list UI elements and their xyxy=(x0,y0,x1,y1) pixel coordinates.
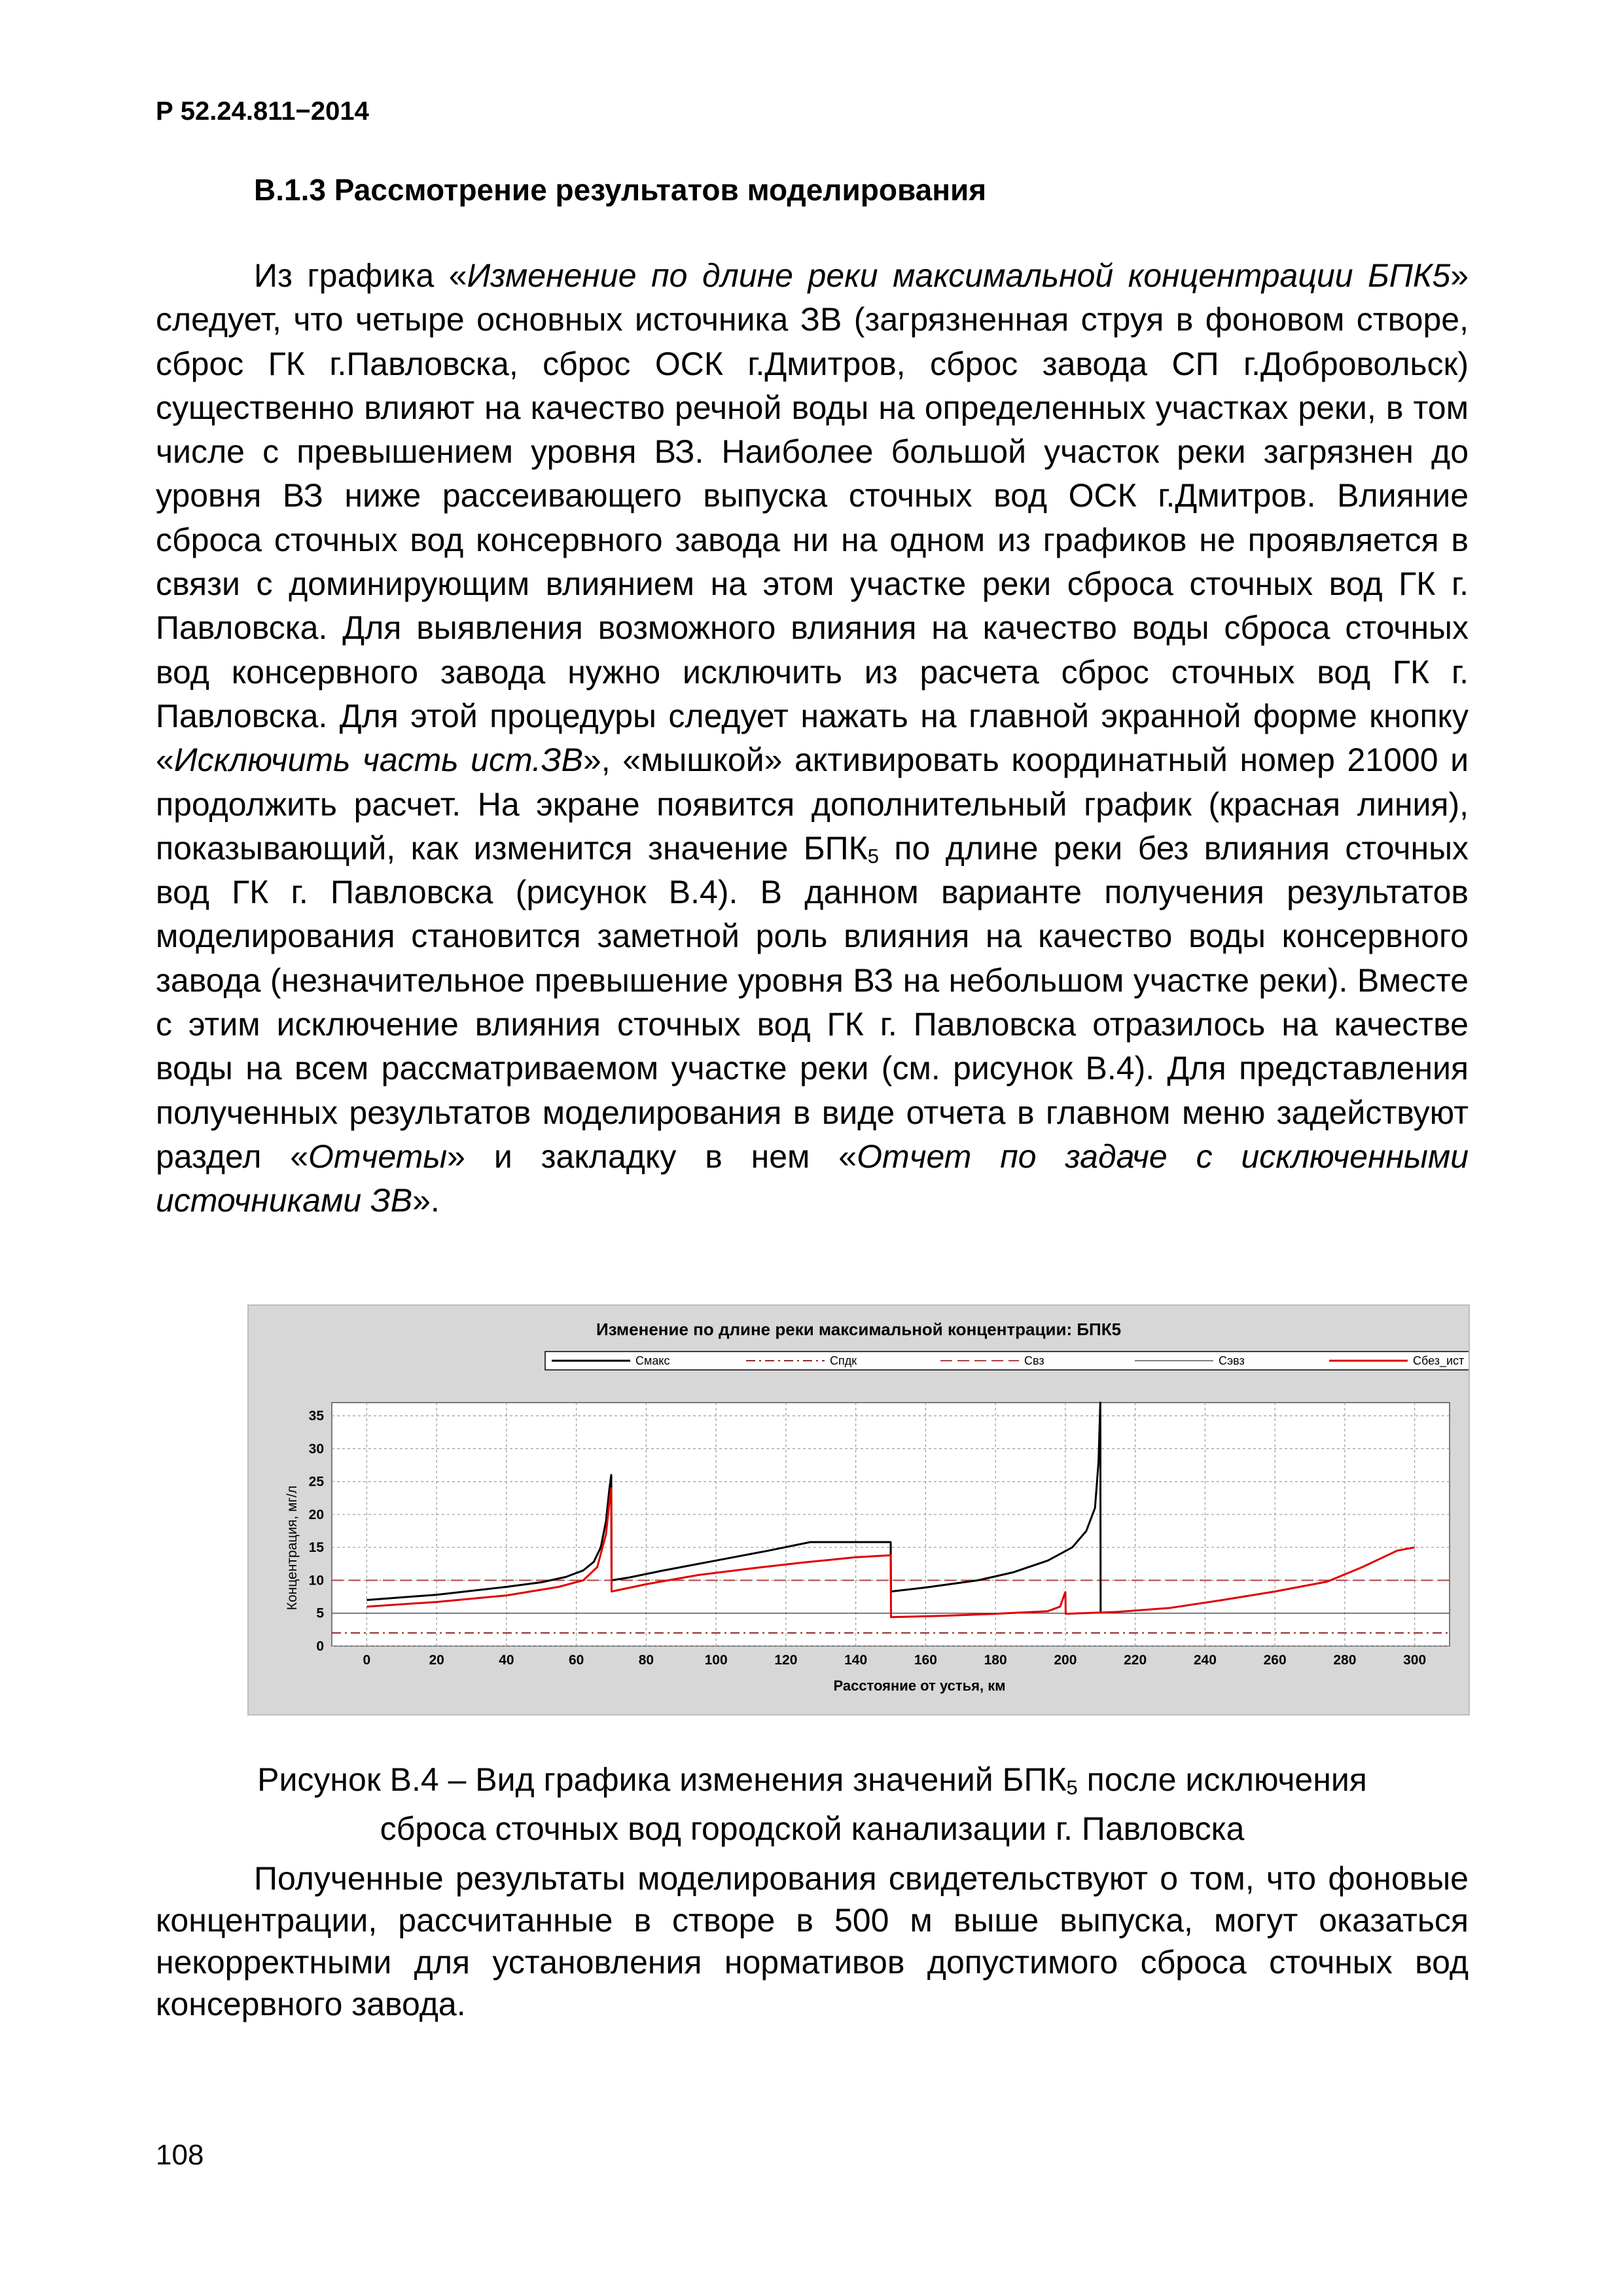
chart-legend xyxy=(545,1352,1469,1370)
chart-figure xyxy=(247,1304,1470,1715)
y-tick-label: 10 xyxy=(308,1573,324,1588)
paragraph-conclusion: Полученные результаты моделирования свидетельствуют о том, что фоновые концентрации, рассчитанные в створе в 500 м выше выпуска, могут оказаться некорректными для установления нормативов допустимого сброса сточных вод консервного завода. xyxy=(156,1860,1469,2022)
text-run: ». xyxy=(412,1182,440,1219)
section-title: В.1.3 Рассмотрение результатов моделирования xyxy=(254,173,987,207)
y-tick-label: 25 xyxy=(308,1474,324,1490)
x-tick-label: 200 xyxy=(1054,1653,1077,1668)
text-run: » следует, что четыре основных источника ЗВ (загрязненная струя в фоновом створе, сброс ГК г.Павловска, сброс ОСК г.Дмитров, сброс завода СП г.Добровольск) существенно влияют на качество речной воды на определенных участках реки, в том числе с превышением уровня ВЗ. Наиболее большой участок реки загрязнен до уровня ВЗ ниже рассеивающего выпуска сточных вод ОСК г.Дмитров. Влияние сброса сточных вод консервного завода ни на одном из графиков не проявляется в связи с доминирующим влиянием на этом участке реки сброса сточных вод ГК г. Павловска. Для выявления возможного влияния на качество воды сброса сточных вод консервного завода нужно исключить из расчета сброс сточных вод ГК г. Павловска. Для этой процедуры следует нажать на главной экранной форме кнопку « xyxy=(156,257,1469,779)
y-tick-label: 0 xyxy=(316,1639,324,1654)
x-tick-label: 80 xyxy=(638,1653,654,1668)
y-tick-label: 35 xyxy=(308,1408,324,1424)
menu-name-italic: Отчеты xyxy=(308,1138,448,1175)
text-run: » и закладку в нем « xyxy=(447,1138,857,1175)
subscript-5: 5 xyxy=(867,844,880,868)
legend-label: Свз xyxy=(1024,1354,1044,1367)
y-axis-label: Концентрация, мг/л xyxy=(285,1485,300,1611)
x-tick-label: 20 xyxy=(429,1653,444,1668)
page-number: 108 xyxy=(156,2139,204,2171)
legend-label: Смакс xyxy=(635,1354,670,1367)
x-axis-label: Расстояние от устья, км xyxy=(833,1677,1006,1694)
x-tick-label: 280 xyxy=(1333,1653,1357,1668)
caption-text: Рисунок В.4 – Вид графика изменения значений БПК xyxy=(257,1761,1067,1798)
x-tick-label: 160 xyxy=(914,1653,937,1668)
legend-label: Спдк xyxy=(830,1354,857,1367)
x-tick-label: 40 xyxy=(499,1653,514,1668)
figure-caption-line2: сброса сточных вод городской канализации г. Павловска xyxy=(380,1810,1245,1847)
plot-area xyxy=(309,1403,1450,1668)
x-tick-label: 60 xyxy=(568,1653,584,1668)
text-run: », «мышкой» активировать координатный номер 21000 и продолжить расчет. На экране появится дополнительный график (красная линия), показывающий, как изменится значение БПК xyxy=(156,742,1469,867)
text-run: Из графика « xyxy=(254,257,467,294)
x-tick-label: 240 xyxy=(1193,1653,1217,1668)
x-tick-label: 100 xyxy=(704,1653,728,1668)
x-tick-label: 0 xyxy=(363,1653,371,1668)
x-tick-label: 260 xyxy=(1263,1653,1287,1668)
figure-caption-line1 xyxy=(156,1761,1469,1799)
y-tick-label: 15 xyxy=(308,1540,324,1556)
x-tick-label: 220 xyxy=(1124,1653,1147,1668)
button-name-italic: Исключить часть ист.ЗВ xyxy=(173,742,583,779)
legend-label: Сбез_ист xyxy=(1413,1354,1465,1367)
chart-title: Изменение по длине реки максимальной концентрации: БПК5 xyxy=(596,1319,1122,1339)
legend-label: Сэвз xyxy=(1219,1354,1245,1367)
line-chart xyxy=(249,1306,1469,1714)
x-tick-label: 300 xyxy=(1403,1653,1427,1668)
x-tick-label: 120 xyxy=(774,1653,798,1668)
y-tick-label: 30 xyxy=(308,1441,324,1457)
y-tick-label: 20 xyxy=(308,1507,324,1522)
chart-name-italic: Изменение по длине реки максимальной концентрации БПК5 xyxy=(467,257,1451,294)
text-run: по длине реки без влияния сточных вод ГК г. Павловска (рисунок В.4). В данном варианте получения результатов моделирования становится заметной роль влияния на качество воды консервного завода (незначительное превышение уровня ВЗ на небольшом участке реки). Вместе с этим исключение влияния сточных вод ГК г. Павловска отразилось на качестве воды на всем рассматриваемом участке реки (см. рисунок В.4). Для представления полученных результатов моделирования в виде отчета в главном меню задействуют раздел « xyxy=(156,829,1469,1175)
tab-name-italic: Отчет по задаче с исключенными источниками ЗВ xyxy=(156,1138,1469,1219)
caption-subscript: 5 xyxy=(1066,1776,1078,1799)
x-tick-label: 140 xyxy=(844,1653,868,1668)
y-tick-label: 5 xyxy=(316,1605,324,1621)
document-id: Р 52.24.811−2014 xyxy=(156,97,369,126)
x-tick-label: 180 xyxy=(984,1653,1007,1668)
paragraph-results xyxy=(156,254,1469,1223)
caption-text: после исключения xyxy=(1077,1761,1367,1798)
